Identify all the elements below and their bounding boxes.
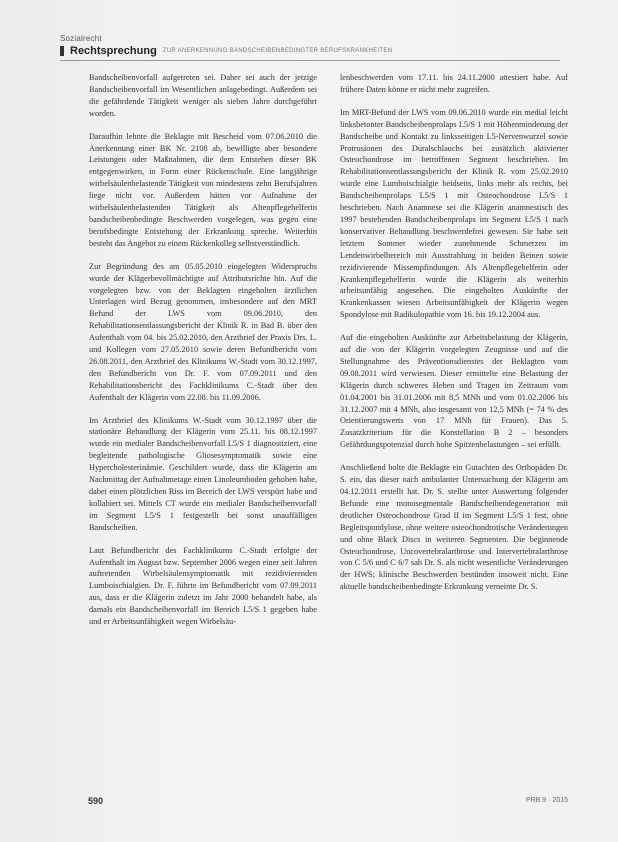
- paragraph: Im Arztbrief des Klinikums W.-Stadt vom 30.12.1997 über die stationäre Behandlung der Klägerin vom 25.11. bis 08.12.1997 wurde ein medialer Bandscheibenvorfall L5/S 1 diagnostiziert, eine begleitende pathologische Gliosesymptomatik sowie eine Hypercholesterinämie. Geschildert wurde, dass die Klägerin am Nachmittag der Aufnahmetage einen Linoleumboden gehoben habe, dabei einen plötzlichen Riss im Bereich der LWS verspürt habe und kollabiert sei. Mittels CT wurde ein medialer Bandscheibenvorfall im Segment L5/S 1 festgestellt bei sonst unauffälligen Bandscheiben.: [89, 415, 317, 532]
- paragraph: Daraufhin lehnte die Beklagte mit Bescheid vom 07.06.2010 die Anerkennung einer BK Nr. 2108 ab, bewilligte aber besondere Leistungen oder Maßnahmen, die dem Entstehen dieser BK entgegenwirken, in Form einer Rückenschule. Eine langjährige wirbelsäulenbelastende Tätigkeit von mindestens zehn Berufsjahren liege nicht vor. Außerdem hätten vor Aufnahme der wirbelsäulenbelastenden Tätigkeit als Altenpflegehelferin bandscheibenbedingte Beschwerden vorgelegen, was gegen eine berufsbedingte Entstehung der Erkrankung spreche. Weiterhin besteht das Angebot zu einem Rückenkolleg selbstverständlich.: [89, 131, 317, 248]
- paragraph: Bandscheibenvorfall aufgetreten sei. Daher sei auch der jetzige Bandscheibenvorfall im Wesentlichen anlagebedingt. Außerdem sei die gefährdende Tätigkeit weniger als sieben Jahre durchgeführt worden.: [89, 73, 317, 118]
- paragraph: Auf die eingeholten Auskünfte zur Arbeitsbelastung der Klägerin, auf die von der Klägerin vorgelegten Zeugnisse und auf die Stellungnahme des Präventionsdienstes der Beklagten vom 09.08.2011 wird verwiesen. Dieser ermittelte eine Belastung der Klägerin durch schweres Heben und Tragen im Zeitraum vom 01.04.2001 bis 31.01.2006 mit 8,5 MNh und vom 01.02.2006 bis 31.12.2007 mit 4 MNh, also insgesamt von 12,5 MNh (= 74 % des Orientierungswerts von 17 MNh für Frauen). Das 5. Zusatzkriterium für die Konstellation B 2 – besonders Gefährdungspotenzial durch hohe Spitzenbelastungen – sei erfüllt.: [340, 333, 568, 450]
- header-rule: [60, 60, 560, 61]
- header-marker-bar: [60, 46, 64, 56]
- right-column: [340, 72, 568, 604]
- running-header: [60, 44, 560, 58]
- paragraph: Im MRT-Befund der LWS vom 09.06.2010 wurde ein medial leicht linksbetonter Bandscheibenprolaps L5/S 1 mit Höhenminderung der Bandscheibe und Kontakt zu linksseitigen L5-Nervenwurzel sowie Protrusionen des Duralschlauchs bei zusätzlich aktivierter Osteochondrose im betroffenen Segment beschrieben. Im Rehabilitationsentlassungsbericht der Klinik R. vom 25.02.2010 wurde eine Lumboischialgie beidseits, links mehr als rechts, bei Bandscheibenprolaps L5/S 1 mit Osteochondrose L5/S 1 beschrieben. Nach Anamnese sei die Klägerin anamnestisch des 1997 bestehenden Bandscheibenprolaps im Segment L5/S 1 nach konservativer Behandlung beschwerdefrei gewesen. Sie habe seit letztem Sommer wieder zunehmende Schmerzen im Lendenwirbelbereich mit Ausstrahlung in beiden Beinen sowie rezidivierende Missempfindungen. Als Altenpflegehelferin oder Krankenpflegehelferin wurde die Klägerin als weiterhin arbeitsunfähig angesehen. Die eingeholten Auskünfte der Krankenkassen wiesen Arbeitsunfähigkeit der Klägerin wegen Spondylose mit Radikulopathie vom 16. bis 19.12.2004 aus.: [340, 107, 568, 320]
- paragraph: Zur Begründung des am 05.05.2010 eingelegten Widerspruchs wurde der Klägerbevollmächtigte auf Attributsrichte hin. Auf die vorgelegten bzw. von der Beklagten eingeholten ärztlichen Unterlagen wird Bezug genommen, insbesondere auf den MRT Befund der LWS vom 09.06.2010, den Rehabilitationsentlassungsbericht der Klinik R. in Bad B. über den Aufenthalt vom 04. bis 25.02.2010, den Arztbrief der Praxis Drs. L. und Kollegen vom 27.05.2010 sowie deren Befundbericht vom 26.08.2011, den Arztbrief des Klinikums W.-Stadt vom 30.12.1997, den Befundbericht von Dr. F. vom 07.09.2011 und den Rehabilitationsbericht des Fachklinikums C.-Stadt über den Aufenthalt der Klägerin vom 22.08. bis 11.09.2006.: [89, 261, 317, 402]
- journal-issue: PRB 9 · 2015: [525, 797, 568, 804]
- section-label: Sozialrecht: [60, 34, 102, 43]
- paragraph: Anschließend holte die Beklagte ein Gutachten des Orthopäden Dr. S. ein, das dieser nach ambulanter Untersuchung der Klägerin am 04.12.2011 erstellt hat. Dr. S. stellte unter Auswertung folgender Befunde eine monosegmentale Bandscheibendegeneration mit deutlicher Osteochondrose Grad II im Segment L5/S 1 fest, ohne Begleitspondylose, ohne weitere osteochondrotische Veränderungen und ohne Black Discs in weiteren Segmenten. Die beginnende Osteochondrose, Uncovertebralarthrose und Intervertebralarthrose von C 5/6 und C 6/7 sah Dr. S. als nicht wesentliche Veränderungen der HWS; klinische Beschwerden bestünden insoweit nicht. Eine aktuelle bandscheibenbedingte Erkrankung verneinte Dr. S.: [340, 463, 568, 592]
- paragraph: lenbeschwerden vom 17.11. bis 24.11.2000 attestiert habe. Auf frühere Daten könne er nicht mehr zugreifen.: [340, 73, 568, 94]
- header-title: Rechtsprechung: [70, 45, 157, 57]
- page-number: 590: [88, 796, 104, 806]
- left-column: [89, 72, 317, 639]
- paragraph: Laut Befundbericht des Fachklinikums C.-Stadt erfolgte der Aufenthalt im August bzw. September 2006 wegen einer seit Jahren auftretenden Wirbelsäulensymptomatik mit rezidivierenden Lumboischialgien. Dr. F. führte im Befundbericht vom 07.09.2011 aus, dass er die Klägerin zuletzt im Jahr 2000 behandelt habe, als damals ein Bandscheibenvorfall im Bereich L5/S 1 gegeben habe und er Arbeitsunfähigkeit wegen Wirbelsäu-: [89, 545, 317, 627]
- header-subtitle: ZUR ANERKENNUNG BANDSCHEIBENBEDINGTER BERUFSKRANKHEITEN: [162, 48, 393, 54]
